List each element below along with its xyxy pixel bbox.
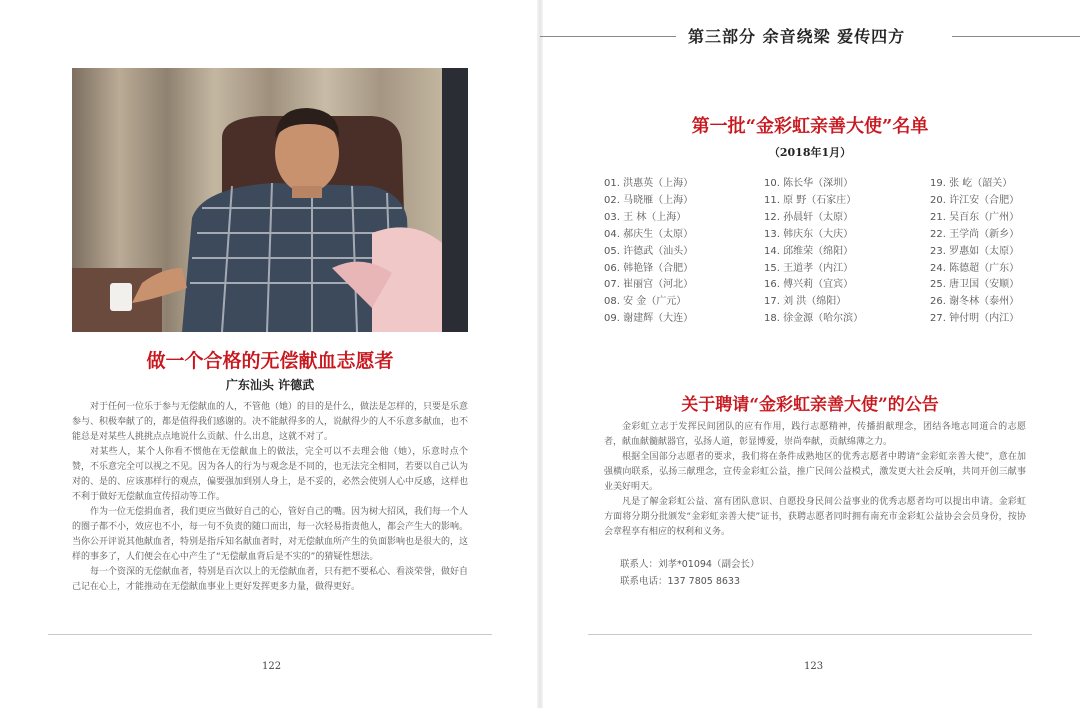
- article-paragraph: 作为一位无偿捐血者，我们更应当做好自己的心，管好自己的嘴。因为树大招风，我们每一个人的圈子都不小，效应也不小，每一句不负责的随口而出，每一次轻易指责他人，都会产生大的影响。当你公开评说其他献血者，特别是指斥知名献血者时，对无偿献血所产生的负面影响也是很大的，这样的事多了，人们便会在心中产生了“无偿献血背后是不实的”的猜疑性想法。: [72, 507, 469, 562]
- notice-title: 关于聘请“金彩虹亲善大使”的公告: [681, 395, 939, 415]
- name-item: 17. 刘 洪（绵阳）: [764, 296, 847, 308]
- names-column-1: [604, 176, 693, 328]
- header-rule-left: [540, 36, 676, 37]
- article-photo: [72, 68, 468, 332]
- notice-paragraph: 根据全国部分志愿者的要求，我们将在条件成熟地区的优秀志愿者中聘请“金彩虹亲善大使”，意在加强横向联系，弘扬三献理念，宣传金彩虹公益，推广民间公益模式，激发更大社会反响，共同开创三献事业美好明天。: [604, 452, 1026, 492]
- name-item: 27. 钟付明（内江）: [930, 313, 1020, 325]
- name-item: 20. 许江安（合肥）: [930, 194, 1020, 206]
- name-item: 09. 谢建辉（大连）: [604, 313, 694, 325]
- list-title: 第一批“金彩虹亲善大使”名单: [691, 116, 929, 137]
- name-item: 08. 安 金（广元）: [604, 296, 687, 308]
- name-item: 18. 徐金源（哈尔滨）: [764, 313, 864, 325]
- name-item: 25. 唐卫国（安顺）: [930, 279, 1020, 291]
- article-paragraph: 每一个资深的无偿献血者，特别是百次以上的无偿献血者，只有把不要私心、看淡荣誉，做好自己记在心上，才能推动在无偿献血事业上更好发挥更多力量，做得更好。: [72, 567, 469, 592]
- name-item: 06. 韩艳锋（合肥）: [604, 262, 694, 274]
- notice-paragraph: 凡是了解金彩虹公益、富有团队意识、自愿投身民间公益事业的优秀志愿者均可以提出申请。金彩虹方面将分期分批颁发“金彩虹亲善大使”证书，获聘志愿者同时拥有南充市金彩虹公益协会会员身份，按协会章程享有相应的权利和义务。: [604, 497, 1026, 537]
- page-number: 123: [804, 661, 824, 672]
- list-date: （2018年1月）: [768, 146, 852, 159]
- name-item: 13. 韩庆东（大庆）: [764, 228, 854, 240]
- notice-paragraph: 金彩虹立志于发挥民间团队的应有作用，践行志愿精神，传播捐献理念，团结各地志同道合的志愿者，献血献髓献器官，弘扬人道，彰显博爱，崇尚奉献，贡献绵薄之力。: [604, 422, 1026, 447]
- article-paragraph: 对于任何一位乐于参与无偿献血的人，不管他（她）的目的是什么，做法是怎样的，只要是乐意参与、积极奉献了的，都是值得我们感谢的。决不能献得多的人，说献得少的人不乐意多献血，也不能总是对某些人挑挑点点地说什么贡献、什么出息，这就不对了。: [72, 402, 469, 442]
- name-item: 26. 谢冬林（泰州）: [930, 296, 1020, 308]
- contact-phone: 联系电话：137 7805 8633: [620, 576, 741, 587]
- name-item: 14. 邱维荣（绵阳）: [764, 245, 854, 257]
- name-item: 16. 傅兴莉（宜宾）: [764, 279, 854, 291]
- footer-divider: [48, 634, 492, 635]
- right-page: [540, 0, 1080, 708]
- name-item: 01. 洪惠英（上海）: [604, 178, 694, 189]
- name-item: 22. 王学尚（新乡）: [930, 228, 1020, 240]
- article-author: 广东汕头 许德武: [225, 378, 315, 392]
- header-rule-right: [952, 36, 1080, 37]
- footer-divider: [588, 634, 1032, 635]
- name-item: 10. 陈长华（深圳）: [764, 178, 854, 189]
- name-item: 11. 原 野（石家庄）: [764, 194, 857, 206]
- name-item: 04. 郝庆生（太原）: [604, 228, 694, 240]
- article-paragraph: 对某些人，某个人你看不惯他在无偿献血上的做法，完全可以不去理会他（她），乐意时点个赞，不乐意完全可以视之不见。因为各人的行为与观念是不同的，也无法完全相同，若要以自己认为对的、是的、应该那样行的观点，偏要强加到别人身上，是不妥的，必然会使别人心中反感，这样也不利于做好无偿献血宣传招动等工作。: [72, 447, 469, 502]
- name-item: 03. 王 林（上海）: [604, 211, 687, 223]
- name-item: 24. 陈德超（广东）: [930, 262, 1020, 274]
- article-title: 做一个合格的无偿献血志愿者: [146, 350, 394, 372]
- name-item: 19. 张 屹（韶关）: [930, 178, 1013, 189]
- article-body: [72, 400, 468, 595]
- page-number: 122: [262, 661, 282, 672]
- name-item: 23. 罗惠如（太原）: [930, 245, 1020, 257]
- name-item: 12. 孙晨轩（太原）: [764, 211, 854, 223]
- names-column-3: [930, 176, 1019, 328]
- name-item: 02. 马晓雁（上海）: [604, 194, 694, 206]
- contact-person: 联系人：刘孝*01094（副会长）: [620, 559, 760, 570]
- name-item: 05. 许德武（汕头）: [604, 245, 694, 257]
- section-header: 第三部分 余音绕梁 爱传四方: [688, 27, 906, 46]
- name-item: 21. 吴百东（广州）: [930, 211, 1020, 223]
- name-item: 07. 崔丽宫（河北）: [604, 279, 694, 291]
- notice-body: [604, 420, 1026, 540]
- names-column-2: [764, 176, 863, 328]
- name-item: 15. 王道孝（内江）: [764, 262, 854, 274]
